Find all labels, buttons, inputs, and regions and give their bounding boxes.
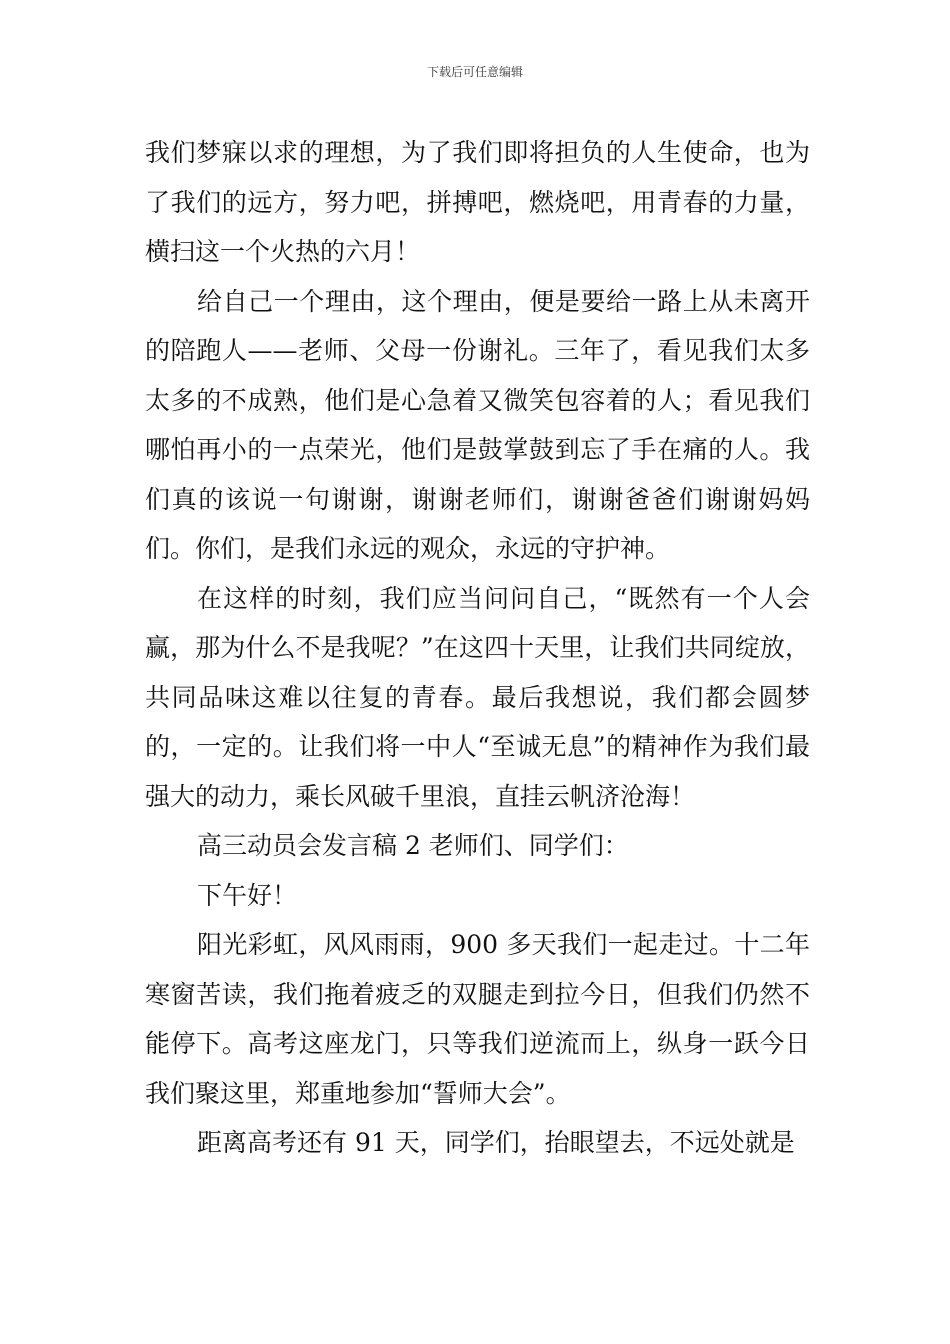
- paragraph: 距离高考还有 91 天，同学们，抬眼望去，不远处就是: [197, 1128, 795, 1157]
- paragraph-greeting: 下午好！: [197, 880, 298, 910]
- document-body: [145, 128, 810, 1168]
- paragraph: 阳光彩虹，风风雨雨，900 多天我们一起走过。十二年寒窗苦读，我们拖着疲乏的双腿走到拉今日，但我们仍然不能停下。高考这座龙门，只等我们逆流而上，纵身一跃今日我们聚这里，郑重地参加“誓师大会”。: [145, 930, 810, 1108]
- paragraph-heading: 高三动员会发言稿 2 老师们、同学们：: [197, 831, 629, 860]
- page-header-note: 下载后可任意编辑: [426, 65, 523, 79]
- paragraph: 我们梦寐以求的理想，为了我们即将担负的人生使命，也为了我们的远方，努力吧，拼搏吧，燃烧吧，用青春的力量，横扫这一个火热的六月！: [145, 138, 810, 266]
- paragraph: 在这样的时刻，我们应当问问自己，“既然有一个人会赢，那为什么不是我呢？”在这四十天里，让我们共同绽放，共同品味这难以往复的青春。最后我想说，我们都会圆梦的，一定的。让我们将一中人“至诚无息”的精神作为我们最强大的动力，乘长风破千里浪，直挂云帆济沧海！: [145, 583, 810, 811]
- paragraph: 给自己一个理由，这个理由，便是要给一路上从未离开的陪跑人——老师、父母一份谢礼。三年了，看见我们太多太多的不成熟，他们是心急着又微笑包容着的人；看见我们哪怕再小的一点荣光，他们是鼓掌鼓到忘了手在痛的人。我们真的该说一句谢谢，谢谢老师们，谢谢爸爸们谢谢妈妈们。你们，是我们永远的观众，永远的守护神。: [145, 286, 810, 563]
